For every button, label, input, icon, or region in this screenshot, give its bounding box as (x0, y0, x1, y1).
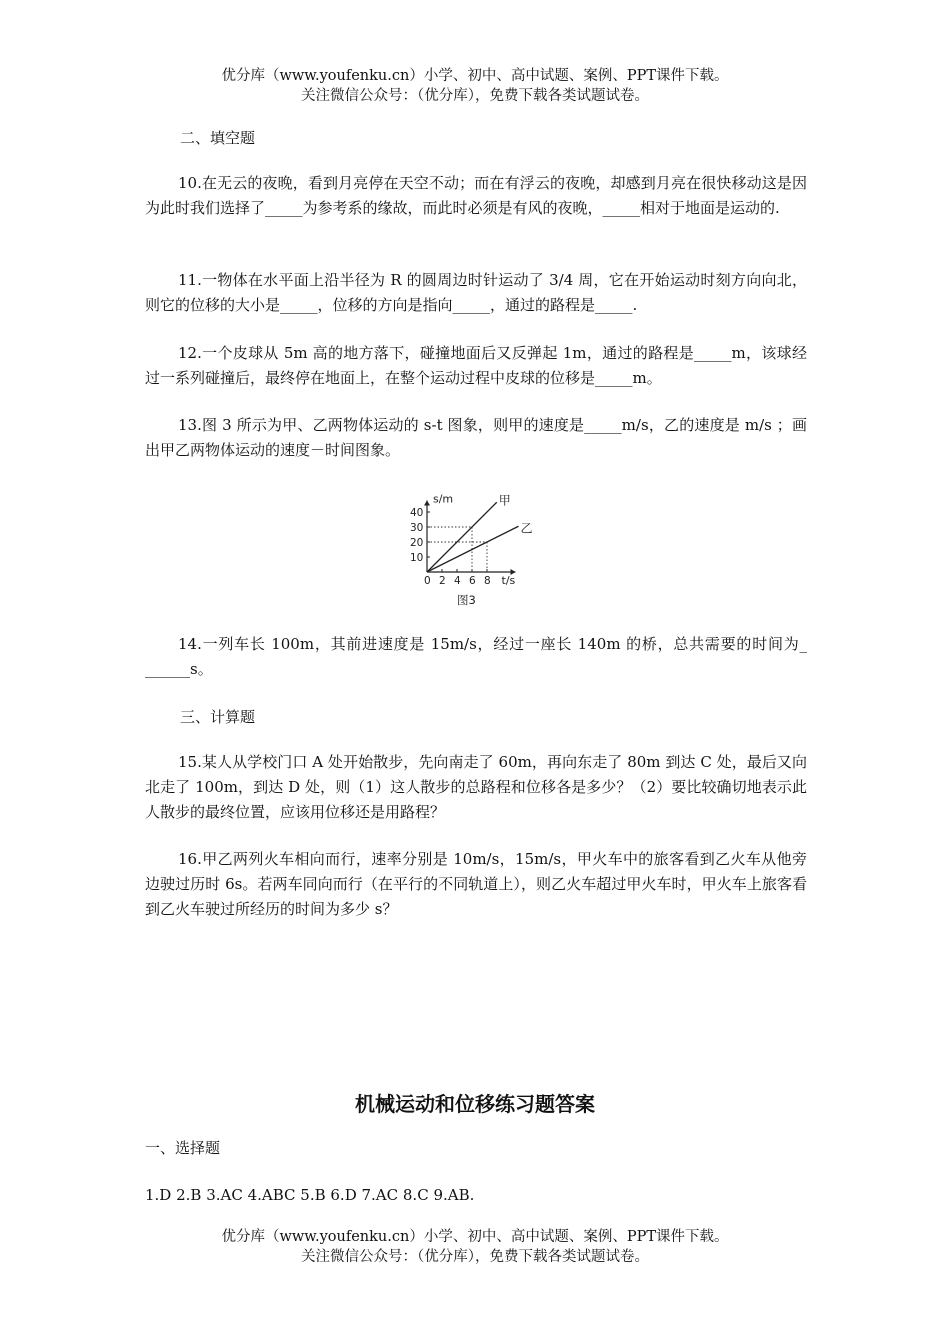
question-13 (145, 413, 807, 463)
page-header-top (0, 66, 950, 106)
x-tick-label: 4 (454, 575, 461, 587)
question-10 (145, 171, 807, 221)
x-tick-label: 2 (439, 575, 446, 587)
answers-choices (145, 1183, 807, 1208)
page-footer (0, 1227, 950, 1267)
header-line-2: 关注微信公众号：（优分库），免费下载各类试题试卷。 (301, 88, 649, 104)
question-11-text: 11.一物体在水平面上沿半径为 R 的圆周边时针运动了 3/4 周，它在开始运动时刻方向向北，则它的位移的大小是_____，位移的方向是指向_____，通过的路程是_____. (145, 271, 807, 314)
answers-section-1-title: 一、选择题 (145, 1139, 221, 1157)
question-13-text: 13.图 3 所示为甲、乙两物体运动的 s-t 图象，则甲的速度是_____m/s，乙的速度是 m/s ；画出甲乙两物体运动的速度－时间图象。 (145, 416, 807, 459)
y-axis-arrow (424, 501, 430, 506)
question-12-text: 12.一个皮球从 5m 高的地方落下，碰撞地面后又反弹起 1m，通过的路程是_____m，该球经过一系列碰撞后，最终停在地面上，在整个运动过程中皮球的位移是_____m。 (145, 344, 807, 387)
y-tick-label: 20 (410, 537, 424, 549)
question-11 (145, 268, 807, 318)
answers-section-1 (145, 1136, 807, 1161)
section-fill-in-title: 二、填空题 (180, 129, 256, 147)
question-14-text: 14.一列车长 100m，其前进速度是 15m/s，经过一座长 140m 的桥，总共需要的时间为_ ______s。 (145, 635, 807, 678)
answers-title: 机械运动和位移练习题答案 (355, 1092, 595, 1116)
header-line-1: 优分库（www.youfenku.cn）小学、初中、高中试题、案例、PPT课件下载。 (221, 68, 729, 84)
y-axis-label: s/m (433, 492, 454, 506)
x-tick-label: 8 (484, 575, 491, 587)
question-12 (145, 341, 807, 391)
footer-line-2: 关注微信公众号：（优分库），免费下载各类试题试卷。 (301, 1249, 649, 1265)
figure-caption: 图3 (457, 593, 476, 607)
answers-choices-text: 1.D 2.B 3.AC 4.ABC 5.B 6.D 7.AC 8.C 9.AB. (145, 1186, 475, 1204)
series-line-yi (427, 526, 519, 572)
footer-line-1: 优分库（www.youfenku.cn）小学、初中、高中试题、案例、PPT课件下载。 (221, 1229, 729, 1245)
question-15-text: 15.某人从学校门口 A 处开始散步，先向南走了 60m，再向东走了 80m 到达 C 处，最后又向北走了 100m，到达 D 处，则（1）这人散步的总路程和位移各是多少？（2）要比较确切地表示此人散步的最终位置，应该用位移还是用路程？ (145, 753, 807, 821)
y-tick-label: 40 (410, 507, 424, 519)
question-16-text: 16.甲乙两列火车相向而行，速率分别是 10m/s，15m/s，甲火车中的旅客看到乙火车从他旁边驶过历时 6s。若两车同向而行（在平行的不同轨道上），则乙火车超过甲火车时，甲火车上旅客看到乙火车驶过所经历的时间为多少 s？ (145, 850, 807, 918)
section-calc-title: 三、计算题 (180, 708, 256, 726)
question-14 (145, 632, 807, 682)
series-label-jia: 甲 (498, 493, 511, 508)
question-15 (145, 750, 807, 825)
x-tick-label: 6 (469, 575, 476, 587)
question-10-text: 10.在无云的夜晚，看到月亮停在天空不动；而在有浮云的夜晚，却感到月亮在很快移动这是因为此时我们选择了_____为参考系的缘故，而此时必须是有风的夜晚，_____相对于地面是运动的. (145, 174, 807, 217)
y-tick-label: 30 (410, 522, 424, 534)
x-axis-label: t/s (501, 574, 516, 587)
figure-3-st-chart (405, 484, 545, 612)
question-16 (145, 847, 807, 922)
x-tick-label: 0 (424, 575, 431, 587)
series-line-jia (427, 502, 497, 572)
y-tick-label: 10 (410, 552, 424, 564)
series-label-yi: 乙 (520, 521, 533, 536)
